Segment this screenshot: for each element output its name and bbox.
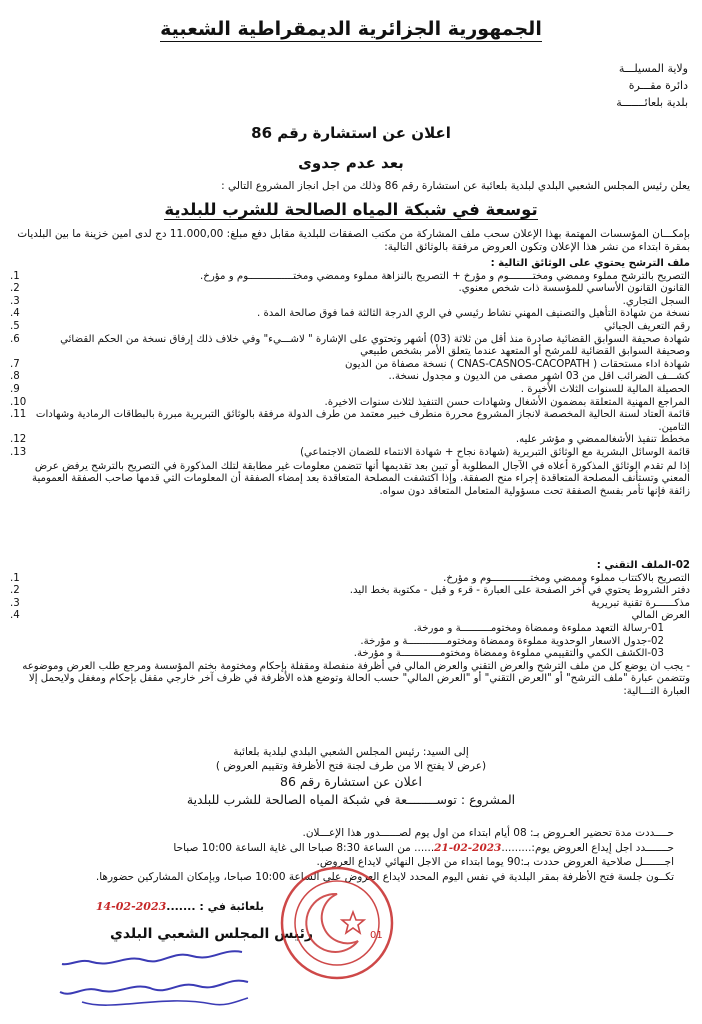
list-item-text: التصريح بالترشح مملوء وممضي ومختــــــــوم و مؤرخ + التصريح بالنزاهة مملوء وممضي ومختـــــــــــــــوم و مؤرخ. — [200, 270, 690, 282]
list-item-number: 3. — [10, 597, 20, 609]
candidature-section — [10, 258, 690, 498]
list-item-text: شهادة صحيفة السوابق القضائية صادرة منذ أقل من ثلاثة (03) أشهر وتحتوي على الإشارة " لاشـــيء" وفي خلاف ذلك إرفاق نسخة من الحكم القضائي وصحيفة السوابق القضائية للمرشح أو المتعهد عندما يتعلق الأمر بشخص طبيعي — [60, 333, 690, 358]
envelope-consultation: اعلان عن استشارة رقم 86 — [280, 774, 422, 789]
financial-item: 02-جدول الاسعار الوحدوية مملوءة وممضاة ومختومـــــــــــــة و مؤرخة. — [360, 635, 664, 647]
place-date-line — [96, 900, 264, 913]
financial-list — [10, 623, 690, 661]
handwritten-signature — [52, 942, 262, 1020]
list-item-number: 12. — [10, 434, 27, 446]
list-item-number: 13. — [10, 446, 27, 458]
list-item-text: نسخة من شهادة التأهيل والتصنيف المهني نشاط رئيسي في الري الدرجة الثالثة فما فوق صالحة المدة . — [256, 308, 690, 320]
envelope-to: إلى السيد: رئيس المجلس الشعبي البلدي لبلدية بلعائبة — [233, 746, 469, 758]
list-item — [10, 573, 690, 586]
opening-line: تكــون جلسة فتح الأظرفة بمقر البلدية في نفس اليوم المحدد لايداع العروض على الساعة 10:00 صباحا، وبإمكان المشاركين حضورها. — [95, 870, 674, 883]
invite-paragraph: بإمكـــان المؤسسات المهتمة بهذا الإعلان سحب ملف المشاركة من مكتب الصفقات للبلدية مقابل دفع مبلغ: 11.000,00 دج لدى امين خزينة ما بين البلديات بمقرة ابتداء من نشر هذا الإعلان وتكون العروض مرفقة بالوثائق التالية: — [17, 228, 690, 253]
list-item-text: القانون القانون الأساسي للمؤسسة ذات شخص معنوي. — [458, 283, 690, 295]
candidature-list — [10, 271, 690, 460]
list-item — [10, 283, 690, 296]
commune-line: بلدية بلعائـــــــة — [616, 96, 688, 109]
envelope-project: المشروع : توســــــــعة في شبكة المياه الصالحة للشرب للبلدية — [186, 792, 516, 807]
list-item-text: قائمة الوسائل البشرية مع الوثائق التبريرية (شهادة نجاح + شهادة الانتماء للضمان الاجتماعي) — [300, 446, 690, 458]
list-item-number: 1. — [10, 270, 20, 282]
list-item — [10, 397, 690, 410]
list-item-number: 4. — [10, 308, 20, 320]
prep-duration: حــــددت مدة تحضير العـروض بـ: 08 أيام ابتداء من اول يوم لصــــــدور هذا الإعـــلان. — [302, 827, 674, 839]
list-item — [10, 434, 690, 447]
technical-list — [10, 573, 690, 623]
republic-title: الجمهورية الجزائرية الديمقراطية الشعبية — [160, 18, 542, 40]
administration-block — [616, 60, 688, 111]
place-prefix: بلعائبة في : ....... — [166, 900, 264, 913]
list-item — [10, 296, 690, 309]
candidature-heading: ملف الترشح يحتوي على الوثائق التالية : — [490, 258, 690, 269]
list-item — [10, 334, 690, 359]
list-item-number: 2. — [10, 585, 20, 597]
project-title-text: توسعة في شبكة المياه الصالحة للشرب للبلدية — [164, 200, 538, 219]
list-item-text: مخطط تنفيذ الأشغالممضي و مؤشر عليه. — [515, 434, 690, 446]
deposit-prefix: حـــــــدد اجل إيداع العروض يوم:......... — [501, 841, 674, 854]
list-item — [10, 271, 690, 284]
announcement-subtitle: بعد عدم جدوى — [298, 154, 404, 172]
list-item-text: دفتر الشروط يحتوي في أخر الصفحة على العبارة - قرء و قبل - مكتوبة بخط اليد. — [349, 585, 690, 597]
official-stamp — [278, 864, 396, 982]
list-item-text: التصريح بالاكتتاب مملوء وممضي ومختـــــــــــــوم و مؤرخ. — [443, 572, 690, 584]
list-item — [10, 585, 690, 598]
envelope-warning: (عرض لا يفتح الا من طرف لجنة فتح الأظرفة وتقييم العروض ) — [215, 760, 487, 772]
announcement-title: اعلان عن استشارة رقم 86 — [251, 124, 451, 142]
deposit-line — [14, 841, 674, 856]
project-title — [0, 200, 702, 219]
list-item-number: 8. — [10, 371, 20, 383]
list-item-number: 2. — [10, 283, 20, 295]
place-date: 2023-02-14 — [95, 900, 167, 913]
republic-header — [0, 18, 702, 40]
list-item-text: رقم التعريف الجبائي — [604, 320, 690, 332]
list-item-number: 7. — [10, 358, 20, 370]
technical-section — [10, 560, 690, 699]
candidature-note: إذا لم تقدم الوثائق المذكورة أعلاه في الآجال المطلوبة أو تبين بعد تقديمها أنها تتضمن معلومات غير مطابقة لتلك المذكورة في التصريح بالترشح يرفض عرض المعني وتستأنف المصلحة المتعاقدة إجراء منح الصفقة. وإذا اكتشفت المصلحة المتعاقدة بعد إمضاء الصفقة أن المعلومات التي قدمها صاحب الصفقة العمومية زائفة فإنها تأمر بفسخ الصفقة تحت مسؤولية المتعامل المتعاقد دون سواه. — [32, 460, 690, 497]
list-item-text: الحصيلة المالية للسنوات الثلاث الأخيرة . — [520, 383, 690, 395]
deposit-date: 2023-02-21 — [434, 841, 502, 854]
list-item-number: 9. — [10, 383, 20, 395]
list-item-number: 10. — [10, 396, 27, 408]
list-item — [10, 321, 690, 334]
list-item-text: مذكــــــرة تقنية تبريرية — [591, 597, 690, 609]
list-item-number: 3. — [10, 295, 20, 307]
list-item-number: 11. — [10, 409, 27, 421]
list-item — [10, 371, 690, 384]
svg-text:01: 01 — [370, 930, 383, 941]
list-item-text: العرض المالي — [631, 610, 690, 622]
list-item-text: كشـــف الضرائب اقل من 03 اشهر مصفى من الديون و مجدول نسخة.. — [388, 371, 690, 383]
envelope-label — [0, 745, 702, 807]
list-item-number: 4. — [10, 610, 20, 622]
financial-item: 01-رسالة التعهد مملوءة وممضاة ومختومــــــــــة و مورخة. — [413, 622, 664, 634]
list-item-number: 1. — [10, 572, 20, 584]
list-item — [10, 359, 690, 372]
signatory-title: رئيس المجلس الشعبي البلدي — [110, 926, 313, 942]
list-item-text: شهادة اداء مستحقات ( CNAS-CASNOS-CACOPATH ) نسخة مصفاة من الديون — [344, 358, 690, 370]
technical-heading: 02-الملف التقني : — [596, 560, 690, 571]
list-item — [10, 384, 690, 397]
list-item-number: 5. — [10, 320, 20, 332]
intro-paragraph: يعلن رئيس المجلس الشعبي البلدي لبلدية بلعائبة عن استشارة رقم 86 وذلك من اجل انجاز المشروع التالي : — [221, 180, 690, 192]
financial-item: 03-الكشف الكمي والتقييمي مملوءة وممضاة ومختومـــــــــــــة و مؤرخة. — [353, 648, 664, 660]
list-item-number: 6. — [10, 333, 20, 345]
envelope-instructions: - يجب ان يوضع كل من ملف الترشح والعرض التقني والعرض المالي في أظرفة منفصلة ومقفلة بإحكام ومختومة بختم المؤسسة ومرجع طلب العرض وموضوعه وتتضمن عبارة "ملف الترشح" أو "العرض التقني" أو "العرض المالي" حسب الحالة وتوضع هذه الأظرفة في ظرف آخر خارجي مقفل بإحكام ومغفل ولايحمل إلا العبارة التـــالية: — [22, 660, 690, 697]
list-item-text: قائمة العتاد لسنة الحالية المخصصة لانجاز المشروع محررة منطرف خبير معتمد من طرف الدولة مرفقة بالوثائق التبريرية مبررة بالبطاقات الرمادية وشهادات التامين. — [35, 409, 690, 433]
list-item-text: السجل التجاري. — [622, 295, 690, 307]
list-item — [10, 308, 690, 321]
list-item-text: المراجع المهنية المتعلقة بمضمون الأشغال وشهادات حسن التنفيذ لثلاث سنوات الاخيرة. — [324, 396, 690, 408]
daira-line: دائرة مقـــرة — [628, 79, 688, 92]
list-item — [10, 447, 690, 460]
validity-line: اجـــــــل صلاحية العروض حددت بـ:90 يوما ابتداء من الاجل النهائي لايداع العروض. — [316, 856, 674, 868]
wilaya-line: ولاية المسيلـــة — [618, 62, 688, 75]
list-item — [10, 598, 690, 611]
list-item — [10, 610, 690, 623]
deposit-suffix: ...... من الساعة 8:30 صباحا الى غاية الساعة 10:00 صباحا — [173, 841, 435, 854]
list-item — [10, 409, 690, 434]
